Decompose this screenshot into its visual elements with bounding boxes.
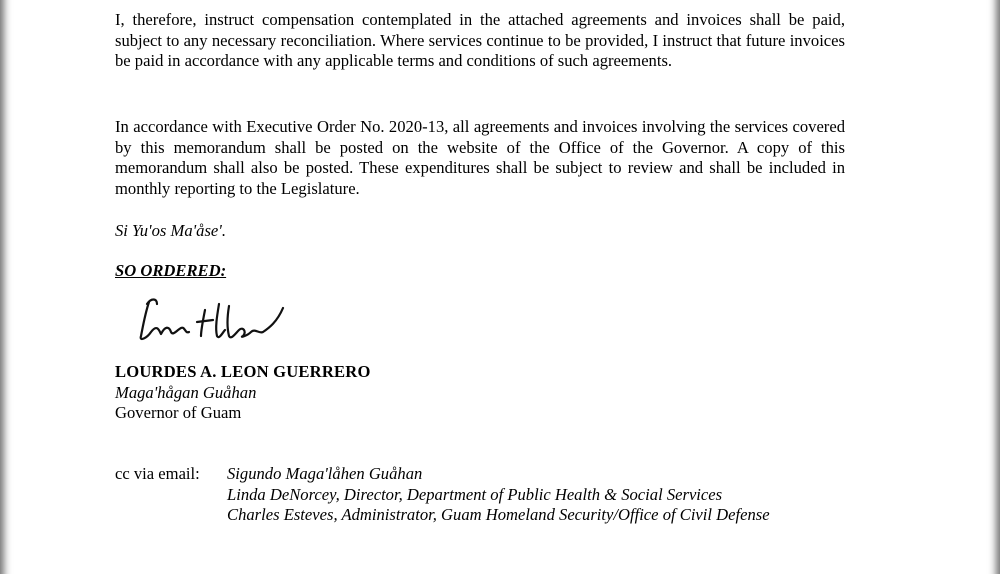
- cc-recipient: Sigundo Maga'låhen Guåhan: [227, 464, 423, 483]
- signer-block: [115, 362, 371, 424]
- cc-label: cc via email:: [115, 464, 200, 483]
- so-ordered-heading: SO ORDERED:: [115, 261, 227, 280]
- signer-title: Governor of Guam: [115, 403, 242, 422]
- signer-title-chamorro: Maga'hågan Guåhan: [115, 382, 257, 402]
- handwritten-signature: [135, 292, 295, 348]
- cc-recipient-list: [227, 464, 770, 526]
- signer-name: LOURDES A. LEON GUERRERO: [115, 362, 371, 381]
- cc-recipient: Linda DeNorcey, Director, Department of Public Health & Social Services: [227, 484, 723, 504]
- cc-recipient: Charles Esteves, Administrator, Guam Homeland Security/Office of Civil Defense: [227, 505, 770, 524]
- paragraph-text: In accordance with Executive Order No. 2020-13, all agreements and invoices involving the services covered by this memorandum shall be posted on the website of the Office of the Governor. A copy of this memorandum shall also be posted. These expenditures shall be subject to review and shall be included in monthly reporting to the Legislature.: [115, 117, 845, 199]
- closing-salutation: Si Yu'os Ma'åse'.: [115, 221, 226, 240]
- body-paragraph-compensation: [115, 10, 845, 72]
- paragraph-text: I, therefore, instruct compensation contemplated in the attached agreements and invoices shall be paid, subject to any necessary reconciliation. Where services continue to be provided, I instruct that future invoices be paid in accordance with any applicable terms and conditions of such agreements.: [115, 10, 845, 71]
- body-paragraph-executive-order: [115, 117, 845, 200]
